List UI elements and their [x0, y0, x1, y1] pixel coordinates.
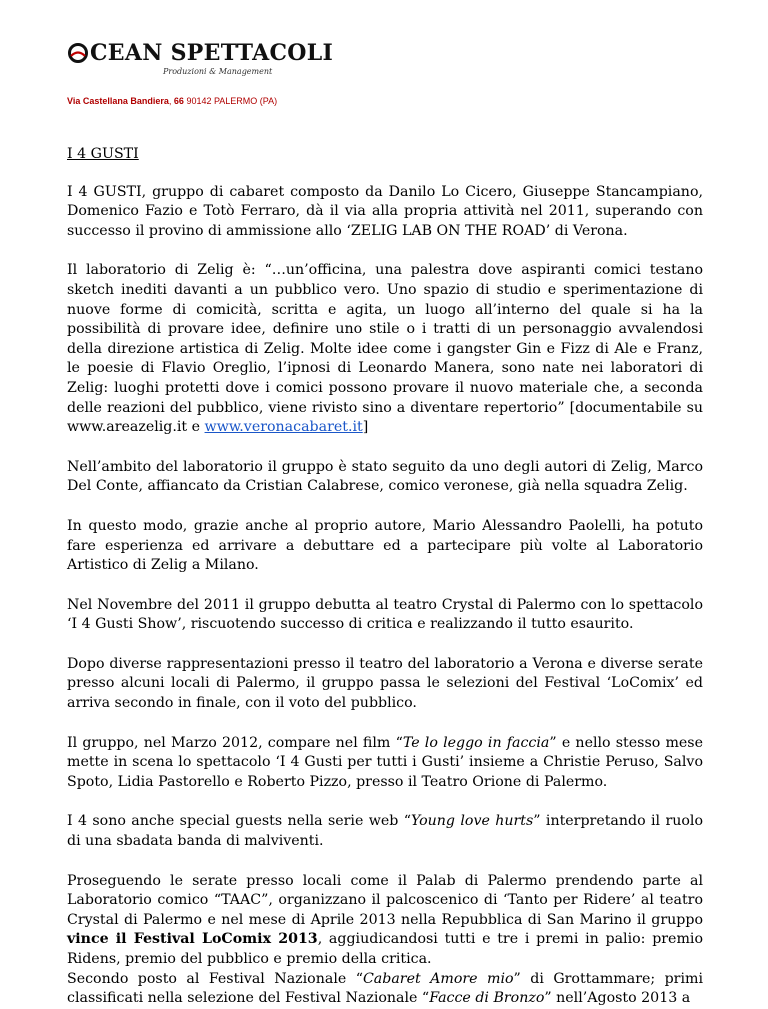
- address-city: 90142 PALERMO (PA): [186, 96, 278, 106]
- paragraph-festivals-a: Secondo posto al Festival Nazionale “: [67, 970, 363, 987]
- paragraph-victory: [67, 872, 703, 970]
- paragraph-authors: Nell’ambito del laboratorio il gruppo è stato seguito da uno degli autori di Zelig, Marco Del Conte, affiancato da Cristian Calabrese, comico veronese, già nella squadra Zelig.: [67, 458, 703, 495]
- festival-cabaret-amore-mio: Cabaret Amore mio: [362, 970, 514, 987]
- paragraph-film-a: Il gruppo, nel Marzo 2012, compare nel film “: [67, 734, 403, 751]
- paragraph-festivals: [67, 970, 703, 1009]
- veronacabaret-link[interactable]: www.veronacabaret.it: [204, 419, 363, 436]
- paragraph-locomix: Dopo diverse rappresentazioni presso il teatro del laboratorio a Verona e diverse serate presso alcuni locali di Palermo, il gruppo passa le selezioni del Festival ‘LoComix’ ed arriva secondo in finale, con il voto del pubblico.: [67, 655, 703, 712]
- brand-logo: [67, 38, 487, 68]
- victory-highlight: vince il Festival LoComix 2013: [67, 931, 318, 948]
- paragraph-zelig-lab: [67, 261, 703, 437]
- document-heading: I 4 GUSTI: [67, 146, 139, 162]
- paragraph-zelig-text: Il laboratorio di Zelig è: “…un’officina, una palestra dove aspiranti comici testano sketch inediti davanti a un pubblico vero. Uno spazio di studio e sperimentazione di nuove forme di comicità, scritta e agita, un luogo all’interno del quale si ha la possibilità di provare idee, definire uno stile o i tratti di un personaggio avvalendosi della direzione artistica di Zelig. Molte idee come i gangster Gin e Fizz di Ale e Franz, le poesie di Flavio Oreglio, l’ipnosi di Leonardo Manera, sono nate nei laboratori di Zelig: luoghi protetti dove i comici possono provare il nuovo materiale che, a seconda delle reazioni del pubblico, viene rivisto sino a diventare repertorio” [documentabile su www.areazelig.it e: [67, 262, 703, 436]
- paragraph-webseries-a: I 4 sono anche special guests nella serie web “: [67, 813, 411, 830]
- paragraph-zelig-end: ]: [362, 419, 369, 436]
- paragraph-festivals-c: ” nell’Agosto 2013 a: [544, 990, 691, 1007]
- film-title: Te lo leggo in faccia: [402, 734, 550, 751]
- paragraph-webseries-b: ” interpretando il ruolo di una sbadata banda di malviventi.: [67, 813, 703, 850]
- paragraph-debut: Nel Novembre del 2011 il gruppo debutta al teatro Crystal di Palermo con lo spettacolo ‘I 4 Gusti Show’, riscuotendo successo di critica e realizzando il tutto esaurito.: [67, 596, 703, 633]
- paragraph-victory-b: , aggiudicandosi tutti e tre i premi in palio: premio Ridens, premio del pubblico e premio della critica.: [67, 931, 703, 967]
- paragraph-festivals-b: ” di Grottammare; primi classificati nella selezione del Festival Nazionale “: [67, 970, 703, 1007]
- paragraph-film-b: ” e nello stesso mese mette in scena lo spettacolo ‘I 4 Gusti per tutti i Gusti’ insieme a Christie Peruso, Salvo Spoto, Lidia Pastorello e Roberto Pizzo, presso il Teatro Orione di Palermo.: [67, 734, 703, 790]
- paragraph-milan: In questo modo, grazie anche al proprio autore, Mario Alessandro Paolelli, ha potuto fare esperienza ed arrivare a debuttare ed a partecipare più volte al Laboratorio Artistico di Zelig a Milano.: [67, 517, 703, 574]
- festival-facce-di-bronzo: Facce di Bronzo: [429, 990, 545, 1007]
- letterhead: [67, 38, 487, 107]
- brand-name: CEAN SPETTACOLI: [90, 40, 334, 66]
- paragraph-webseries: [67, 812, 703, 851]
- webseries-title: Young love hurts: [410, 813, 534, 830]
- paragraph-intro: I 4 GUSTI, gruppo di cabaret composto da Danilo Lo Cicero, Giuseppe Stancampiano, Domenico Fazio e Totò Ferraro, dà il via alla propria attività nel 2011, superando con successo il provino di ammissione allo ‘ZELIG LAB ON THE ROAD’ di Verona.: [67, 183, 703, 239]
- paragraph-victory-a: Proseguendo le serate presso locali come il Palab di Palermo prendendo parte al Laboratorio comico “TAAC”, organizzano il palcoscenico di ‘Tanto per Ridere’ al teatro Crystal di Palermo e nel mese di Aprile 2013 nella Repubblica di San Marino il gruppo: [67, 872, 703, 928]
- paragraph-film: [67, 734, 703, 793]
- address-street: Via Castellana Bandiera: [67, 96, 169, 106]
- address-number: 66: [173, 96, 184, 106]
- document-body: [67, 145, 703, 1009]
- company-address: Via Castellana Bandiera, 66 90142 PALERMO (PA): [67, 96, 278, 106]
- ocean-o-logo-icon: [67, 42, 89, 64]
- brand-tagline: Produzioni & Management: [163, 67, 273, 76]
